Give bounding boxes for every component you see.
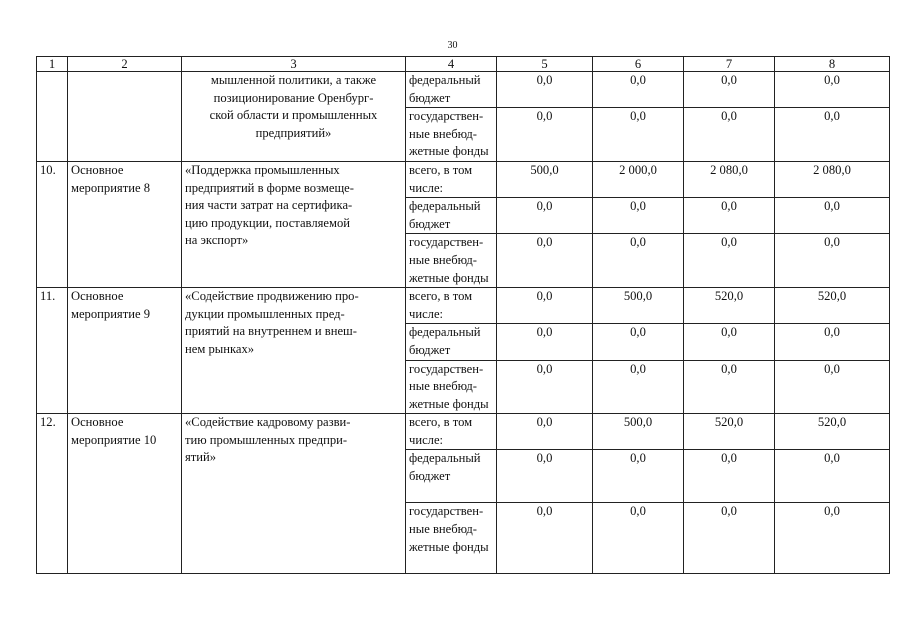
value-cell: 0,0 [775,234,890,288]
header-cell: 3 [182,57,406,72]
item-number: 10. [37,161,68,287]
header-cell: 4 [406,57,497,72]
item-number: 12. [37,414,68,574]
value-cell: 0,0 [684,234,775,288]
funding-source: федеральный бюджет [406,72,497,108]
value-cell: 0,0 [593,450,684,503]
item-name: Основное мероприятие 8 [68,161,182,287]
header-cell: 7 [684,57,775,72]
item-number: 11. [37,288,68,414]
value-cell: 0,0 [684,108,775,162]
budget-table [36,56,890,574]
value-cell: 0,0 [775,108,890,162]
funding-source: всего, в том числе: [406,288,497,324]
value-cell: 520,0 [684,414,775,450]
item-description: «Поддержка промышленных предприятий в форме возмеще- ния части затрат на сертифика- цию продукции, поставляемой на экспорт» [182,161,406,287]
header-cell: 6 [593,57,684,72]
value-cell: 2 000,0 [593,161,684,197]
value-cell: 0,0 [775,450,890,503]
value-cell: 0,0 [775,503,890,574]
value-cell: 0,0 [593,324,684,360]
value-cell: 0,0 [497,450,593,503]
value-cell: 0,0 [775,198,890,234]
value-cell: 0,0 [775,324,890,360]
header-cell: 1 [37,57,68,72]
item-name: Основное мероприятие 10 [68,414,182,574]
funding-source: государствен- ные внебюд- жетные фонды [406,360,497,414]
value-cell: 2 080,0 [775,161,890,197]
value-cell: 0,0 [593,108,684,162]
value-cell: 0,0 [775,360,890,414]
table-row [37,72,890,108]
value-cell: 520,0 [775,288,890,324]
funding-source: государствен- ные внебюд- жетные фонды [406,503,497,574]
header-cell: 5 [497,57,593,72]
value-cell: 0,0 [775,72,890,108]
table-row [37,161,890,197]
value-cell: 0,0 [684,324,775,360]
funding-source: государствен- ные внебюд- жетные фонды [406,108,497,162]
table-row [37,288,890,324]
value-cell: 0,0 [593,360,684,414]
value-cell: 0,0 [684,198,775,234]
item-name: Основное мероприятие 9 [68,288,182,414]
header-cell: 8 [775,57,890,72]
table-row [37,414,890,450]
item-name-cell [68,72,182,162]
header-cell: 2 [68,57,182,72]
value-cell: 0,0 [497,234,593,288]
value-cell: 0,0 [684,72,775,108]
item-description: «Содействие кадровому разви- тию промышленных предпри- ятий» [182,414,406,574]
value-cell: 0,0 [684,450,775,503]
value-cell: 0,0 [593,198,684,234]
funding-source: федеральный бюджет [406,324,497,360]
funding-source: федеральный бюджет [406,450,497,503]
item-description: мышленной политики, а также позиционирование Оренбург- ской области и промышленных предприятий» [182,72,406,162]
value-cell: 520,0 [775,414,890,450]
page-number: 30 [447,40,458,51]
value-cell: 0,0 [497,198,593,234]
funding-source: всего, в том числе: [406,161,497,197]
value-cell: 0,0 [497,72,593,108]
value-cell: 2 080,0 [684,161,775,197]
item-number-cell [37,72,68,162]
value-cell: 0,0 [497,360,593,414]
value-cell: 520,0 [684,288,775,324]
value-cell: 0,0 [593,72,684,108]
funding-source: государствен- ные внебюд- жетные фонды [406,234,497,288]
value-cell: 0,0 [497,288,593,324]
value-cell: 500,0 [593,288,684,324]
value-cell: 500,0 [593,414,684,450]
header-row [37,57,890,72]
value-cell: 0,0 [497,324,593,360]
value-cell: 0,0 [684,360,775,414]
value-cell: 0,0 [593,503,684,574]
item-description: «Содействие продвижению про- дукции промышленных пред- приятий на внутреннем и внеш- нем рынках» [182,288,406,414]
value-cell: 0,0 [497,108,593,162]
value-cell: 0,0 [497,503,593,574]
funding-source: федеральный бюджет [406,198,497,234]
value-cell: 0,0 [593,234,684,288]
value-cell: 0,0 [684,503,775,574]
value-cell: 0,0 [497,414,593,450]
value-cell: 500,0 [497,161,593,197]
funding-source: всего, в том числе: [406,414,497,450]
